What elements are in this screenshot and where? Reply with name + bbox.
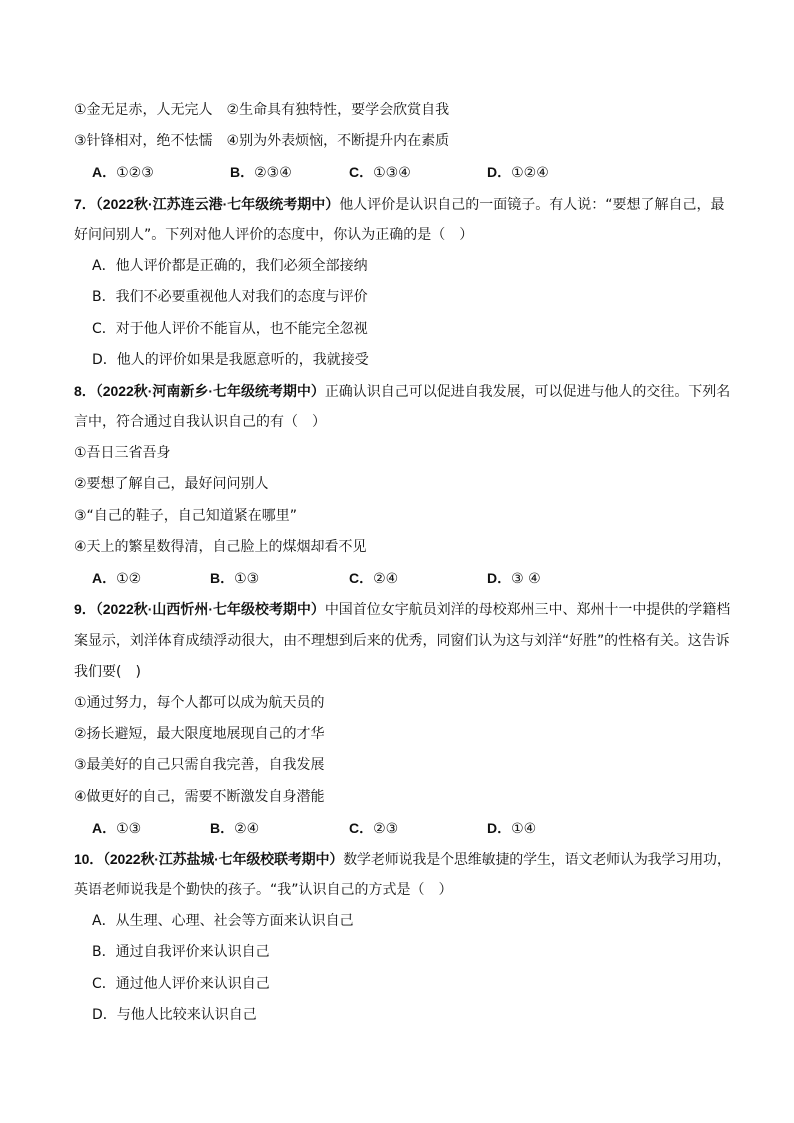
q8-option-d[interactable] bbox=[487, 568, 541, 589]
option-letter: D． bbox=[487, 164, 512, 180]
question-number: 10． bbox=[74, 851, 104, 867]
q6-options bbox=[92, 162, 732, 182]
q6-option-d[interactable] bbox=[487, 162, 549, 183]
q8-stem-continued: 言中，符合通过自我认识自己的有（ ） bbox=[74, 414, 326, 430]
q9-stem-continued: 我们要( ) bbox=[74, 664, 141, 680]
q6-option-c[interactable] bbox=[349, 162, 411, 183]
q7-stem bbox=[74, 194, 725, 214]
q8-statement-1: ①吾日三省吾身 bbox=[74, 445, 171, 461]
q9-statement-2: ②扬长避短，最大限度地展现自己的才华 bbox=[74, 726, 325, 742]
q6-option-a[interactable] bbox=[92, 162, 154, 183]
question-text: 数学老师说我是个思维敏捷的学生，语文老师认为我学习用功， bbox=[343, 852, 731, 868]
q10-stem-continued: 英语老师说我是个勤快的孩子。“我”认识自己的方式是（ ） bbox=[74, 882, 453, 898]
option-text: ①②③ bbox=[116, 165, 154, 181]
option-letter: A． bbox=[92, 570, 117, 586]
option-letter: C． bbox=[349, 164, 374, 180]
option-letter: D． bbox=[487, 570, 512, 586]
option-letter: A． bbox=[92, 820, 117, 836]
q10-stem bbox=[74, 849, 731, 869]
q9-options bbox=[92, 818, 732, 838]
option-text: ①②④ bbox=[511, 165, 549, 181]
q9-option-a[interactable] bbox=[92, 818, 141, 839]
q10-option-d[interactable]: D．与他人比较来认识自己 bbox=[92, 1007, 257, 1023]
q8-option-b[interactable] bbox=[210, 568, 259, 589]
option-letter: B． bbox=[230, 164, 255, 180]
question-number: 7． bbox=[74, 196, 96, 212]
q8-stem bbox=[74, 381, 730, 401]
q7-option-b[interactable]: B．我们不必要重视他人对我们的态度与评价 bbox=[92, 289, 368, 305]
option-text: ②③ bbox=[373, 821, 399, 837]
q9-statement-3: ③最美好的自己只需自我完善，自我发展 bbox=[74, 757, 325, 773]
option-letter: C． bbox=[349, 570, 374, 586]
q9-stem bbox=[74, 599, 730, 619]
q9-statement-1: ①通过努力，每个人都可以成为航天员的 bbox=[74, 695, 325, 711]
option-text: ①② bbox=[116, 571, 142, 587]
option-letter: C． bbox=[349, 820, 374, 836]
q6-statement-2: ③针锋相对，绝不怯懦 ④别为外表烦恼，不断提升内在素质 bbox=[74, 133, 450, 149]
question-text: 正确认识自己可以促进自我发展，可以促进与他人的交往。下列名 bbox=[324, 384, 731, 400]
q8-option-a[interactable] bbox=[92, 568, 141, 589]
option-text: ①④ bbox=[511, 821, 537, 837]
question-source: （2022秋·山西忻州·七年级校考期中） bbox=[95, 601, 325, 617]
q9-option-b[interactable] bbox=[210, 818, 259, 839]
option-text: ①③④ bbox=[373, 165, 411, 181]
q10-option-a[interactable]: A．从生理、心理、社会等方面来认识自己 bbox=[92, 913, 354, 929]
q9-option-d[interactable] bbox=[487, 818, 536, 839]
q8-options bbox=[92, 568, 732, 588]
q7-option-d[interactable]: D．他人的评价如果是我愿意听的，我就接受 bbox=[92, 352, 369, 368]
q6-option-b[interactable] bbox=[230, 162, 292, 183]
q9-stem-continued: 案显示，刘洋体育成绩浮动很大，由不理想到后来的优秀，同窗们认为这与刘洋“好胜”的性格有关。这告诉 bbox=[74, 633, 730, 649]
q8-statement-2: ②要想了解自己，最好问问别人 bbox=[74, 476, 269, 492]
question-number: 8． bbox=[74, 383, 96, 399]
q7-stem-continued: 好问问别人”。下列对他人评价的态度中，你认为正确的是（ ） bbox=[74, 227, 474, 243]
question-text: 中国首位女宇航员刘洋的母校郑州三中、郑州十一中提供的学籍档 bbox=[324, 602, 731, 618]
option-letter: B． bbox=[210, 570, 235, 586]
question-number: 9． bbox=[74, 601, 96, 617]
question-source: （2022秋·江苏连云港·七年级统考期中） bbox=[95, 196, 340, 212]
option-letter: B． bbox=[210, 820, 235, 836]
option-text: ①③ bbox=[116, 821, 142, 837]
option-text: ③ ④ bbox=[511, 571, 541, 587]
q8-option-c[interactable] bbox=[349, 568, 398, 589]
q9-option-c[interactable] bbox=[349, 818, 398, 839]
question-source: （2022秋·河南新乡·七年级统考期中） bbox=[95, 383, 325, 399]
option-text: ②④ bbox=[373, 571, 399, 587]
option-text: ②④ bbox=[234, 821, 260, 837]
q10-option-b[interactable]: B．通过自我评价来认识自己 bbox=[92, 944, 270, 960]
q10-option-c[interactable]: C．通过他人评价来认识自己 bbox=[92, 976, 270, 992]
q7-option-a[interactable]: A．他人评价都是正确的，我们必须全部接纳 bbox=[92, 258, 368, 274]
option-text: ①③ bbox=[234, 571, 260, 587]
question-text: 他人评价是认识自己的一面镜子。有人说：“要想了解自己，最 bbox=[339, 197, 725, 213]
option-letter: D． bbox=[487, 820, 512, 836]
q9-statement-4: ④做更好的自己，需要不断激发自身潜能 bbox=[74, 789, 325, 805]
question-source: （2022秋·江苏盐城·七年级校联考期中） bbox=[103, 851, 344, 867]
q8-statement-3: ③“自己的鞋子，自己知道紧在哪里” bbox=[74, 508, 298, 524]
option-text: ②③④ bbox=[254, 165, 292, 181]
q7-option-c[interactable]: C．对于他人评价不能盲从，也不能完全忽视 bbox=[92, 321, 368, 337]
q6-statement-1: ①金无足赤，人无完人 ②生命具有独特性，要学会欣赏自我 bbox=[74, 102, 450, 118]
option-letter: A． bbox=[92, 164, 117, 180]
q8-statement-4: ④天上的繁星数得清，自己脸上的煤烟却看不见 bbox=[74, 539, 367, 555]
